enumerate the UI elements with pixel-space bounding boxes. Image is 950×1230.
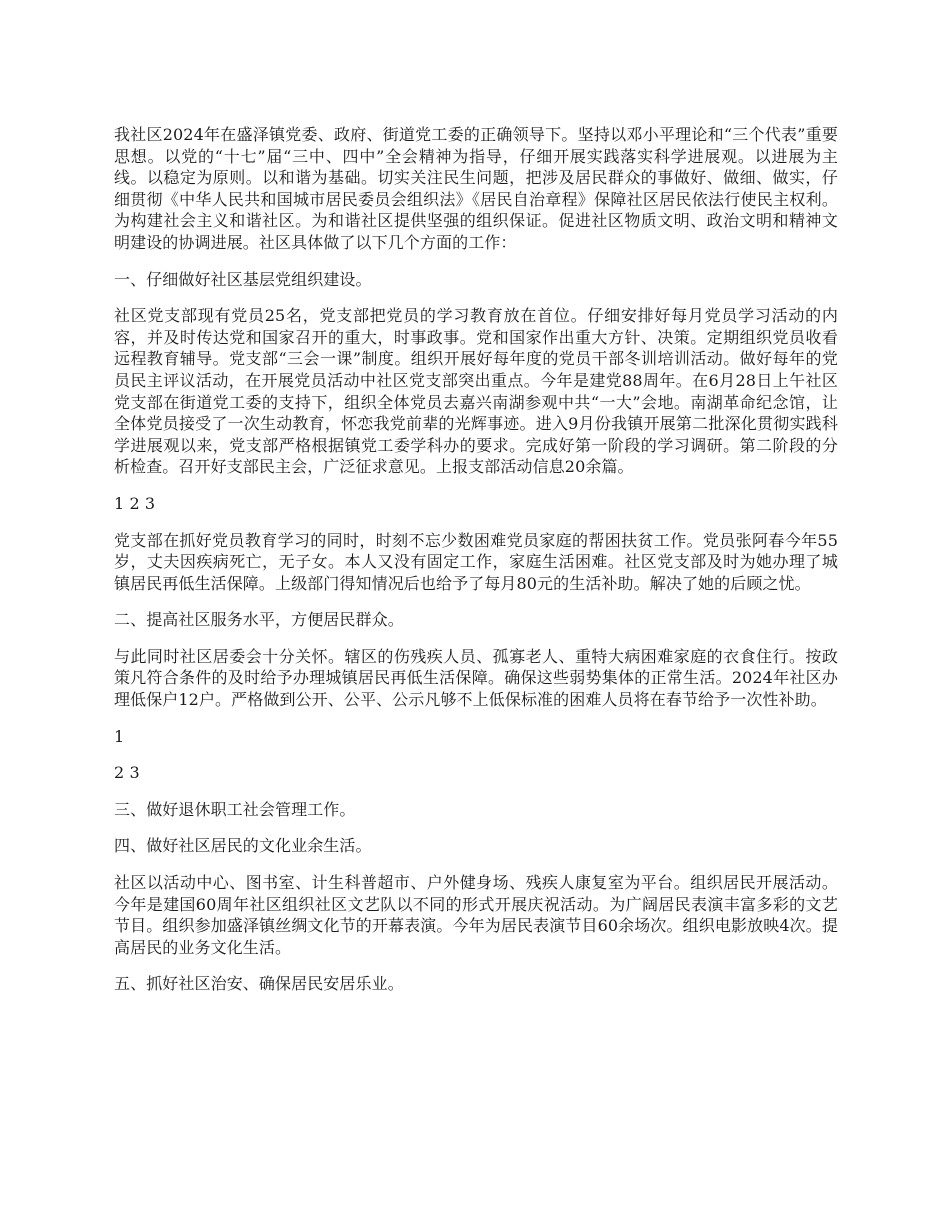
section-heading-2: 二、提高社区服务水平，方便居民群众。 <box>114 610 404 630</box>
section-heading-1: 一、仔细做好社区基层党组织建设。 <box>114 269 372 289</box>
poverty-aid-paragraph: 党支部在抓好党员教育学习的同时，时刻不忘少数困难党员家庭的帮困扶贫工作。党员张阿春今年55岁，丈夫因疾病死亡，无子女。本人又没有固定工作，家庭生活困难。社区党支部及时为她办理了城镇居民再低生活保障。上级部门得知情况后也给予了每月80元的生活补助。解决了她的后顾之忧。 <box>114 530 838 593</box>
section-heading-5: 五、抓好社区治安、确保居民安居乐业。 <box>114 974 404 994</box>
section-heading-3: 三、做好退休职工社会管理工作。 <box>114 799 356 819</box>
welfare-paragraph: 与此同时社区居委会十分关怀。辖区的伤残疾人员、孤寡老人、重特大病困难家庭的衣食住行。按政策凡符合条件的及时给予办理城镇居民再低生活保障。确保这些弱势集体的正常生活。2024年社区办理低保户12户。严格做到公开、公平、公示凡够不上低保标准的困难人员将在春节给予一次性补助。 <box>114 646 838 710</box>
intro-paragraph: 我社区2024年在盛泽镇党委、政府、街道党工委的正确领导下。坚持以邓小平理论和“三个代表”重要思想。以党的“十七”届“三中、四中”全会精神为指导，仔细开展实践落实科学进展观。以进展为主线。以稳定为原则。以和谐为基础。切实关注民生问题，把涉及居民群众的事做好、做细、做实，仔细贯彻《中华人民共和国城市居民委员会组织法》《居民自治章程》保障社区居民依法行使民主权利。为构建社会主义和谐社区。为和谐社区提供坚强的组织保证。促进社区物质文明、政治文明和精神文明建设的协调进展。社区具体做了以下几个方面的工作： <box>114 125 838 252</box>
section-heading-4: 四、做好社区居民的文化业余生活。 <box>114 836 372 856</box>
party-building-paragraph: 社区党支部现有党员25名，党支部把党员的学习教育放在首位。仔细安排好每月党员学习活动的内容，并及时传达党和国家召开的重大，时事政事。党和国家作出重大方针、决策。定期组织党员收看远程教育辅导。党支部“三会一课”制度。组织开展好每年度的党员干部冬训培训活动。做好每年的党员民主评议活动，在开展党员活动中社区党支部突出重点。今年是建党88周年。在6月28日上午社区党支部在街道党工委的支持下，组织全体党员去嘉兴南湖参观中共“一大”会地。南湖革命纪念馆，让全体党员接受了一次生动教育，怀恋我党前辈的光辉事迹。进入9月份我镇开展第二批深化贯彻实践科学进展观以来，党支部严格根据镇党工委学科办的要求。完成好第一阶段的学习调研。第二阶段的分析检查。召开好支部民主会，广泛征求意见。上报支部活动信息20余篇。 <box>114 306 838 477</box>
page-marker: 2 3 <box>114 763 140 783</box>
page-marker: 1 2 3 <box>114 493 156 513</box>
page-marker: 1 <box>114 726 125 746</box>
culture-paragraph: 社区以活动中心、图书室、计生科普超市、户外健身场、残疾人康复室为平台。组织居民开展活动。今年是建国60周年社区组织社区文艺队以不同的形式开展庆祝活动。为广阔居民表演丰富多彩的文艺节目。组织参加盛泽镇丝绸文化节的开幕表演。今年为居民表演节目60余场次。组织电影放映4次。提高居民的业务文化生活。 <box>114 873 838 957</box>
document-body <box>114 124 838 1010</box>
